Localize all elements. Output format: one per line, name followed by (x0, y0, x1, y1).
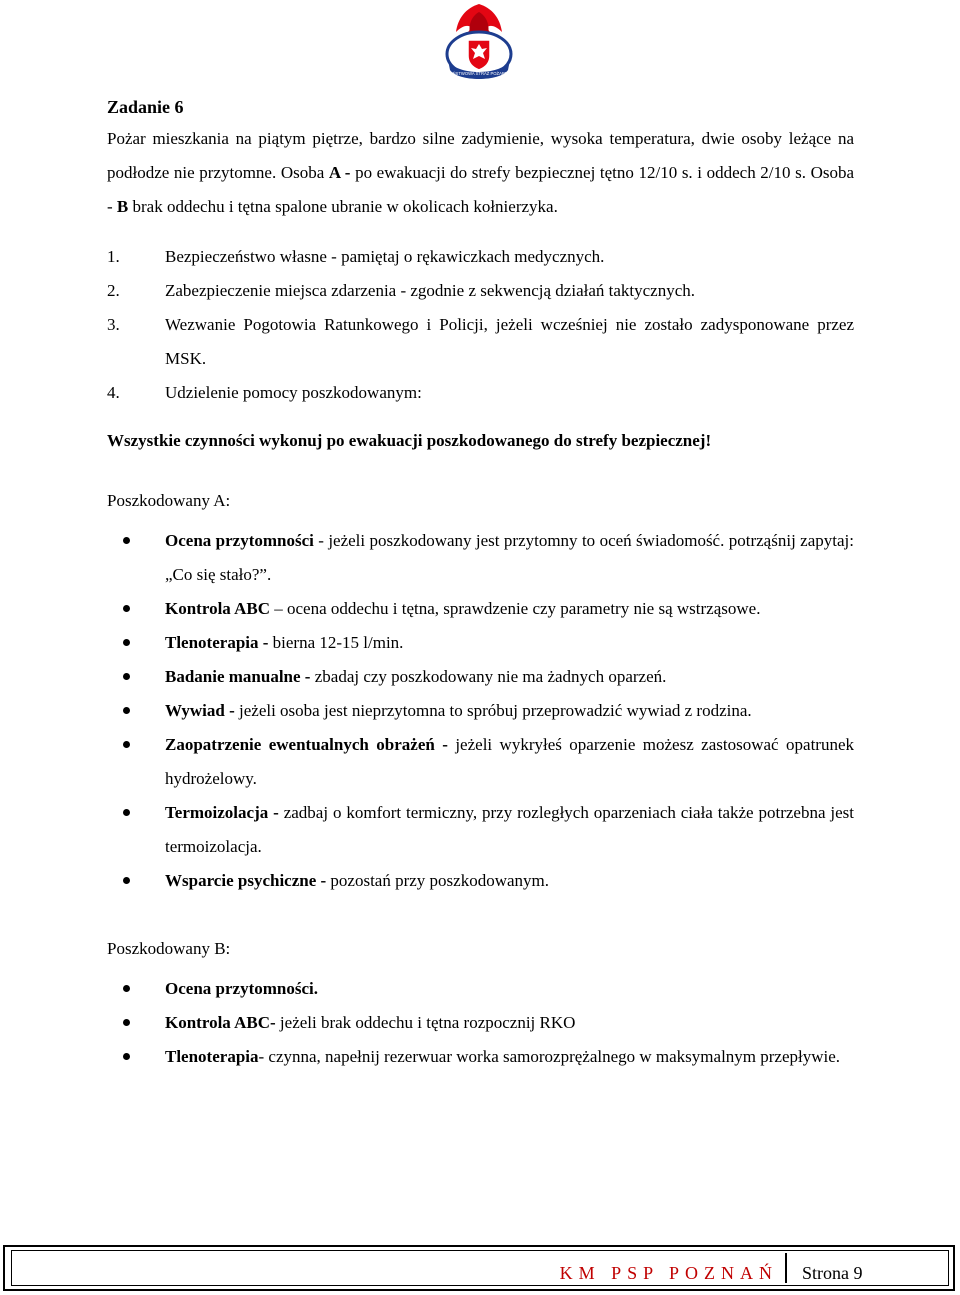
bullet-dot-icon (123, 707, 130, 714)
victim-a-heading: Poszkodowany A: (107, 491, 231, 510)
list-item (107, 728, 854, 796)
bullet-dot-icon (123, 809, 130, 816)
step-text: Zabezpieczenie miejsca zdarzenia - zgodnie z sekwencją działań taktycznych. (165, 281, 696, 300)
psp-logo (442, 2, 516, 86)
document-body (107, 92, 854, 1074)
item-label: Ocena przytomności. (165, 979, 318, 998)
item-label: Kontrola ABC (165, 599, 271, 618)
step-number: 3. (107, 315, 120, 334)
intro-run: A - (328, 163, 351, 182)
item-text: jeżeli wykryłeś oparzenie możesz zastosować opatrunek hydrożelowy. (165, 735, 854, 788)
step-number: 4. (107, 383, 120, 402)
bullet-dot-icon (123, 537, 130, 544)
item-label: Tlenoterapia - (165, 633, 269, 652)
item-label: Wsparcie psychiczne - (165, 871, 327, 890)
item-label: Kontrola ABC- (165, 1013, 276, 1032)
list-item (107, 592, 854, 626)
step-number: 2. (107, 281, 120, 300)
item-text: jeżeli brak oddechu i tętna rozpocznij RKO (275, 1013, 576, 1032)
item-label: Wywiad - (165, 701, 235, 720)
bullet-dot-icon (123, 639, 130, 646)
step-item (107, 376, 854, 410)
intro-run: B (116, 197, 129, 216)
item-text: zadbaj o komfort termiczny, przy rozległych oparzeniach ciała także potrzebna jest termoizolacja. (165, 803, 855, 856)
page-footer (3, 1245, 955, 1291)
intro-run: Pożar mieszkania na piątym piętrze, bardzo silne zadymienie, wysoka temperatura, dwie osoby leżące na podłodze nie przytomne. Osoba (107, 129, 854, 182)
task-intro (107, 122, 854, 224)
warning-text: Wszystkie czynności wykonuj po ewakuacji poszkodowanego do strefy bezpiecznej! (107, 431, 712, 450)
list-item (107, 796, 854, 864)
step-item (107, 308, 854, 376)
item-text: - czynna, napełnij rezerwuar worka samorozprężalnego w maksymalnym przepływie. (258, 1047, 841, 1066)
item-label: Badanie manualne - (165, 667, 311, 686)
list-item (107, 1040, 854, 1074)
bullet-dot-icon (123, 605, 130, 612)
victim-a-list (107, 524, 854, 898)
item-text: pozostań przy poszkodowanym. (326, 871, 550, 890)
step-text: Bezpieczeństwo własne - pamiętaj o rękawiczkach medycznych. (165, 247, 605, 266)
list-item (107, 972, 854, 1006)
task-title: Zadanie 6 (107, 97, 184, 117)
item-label: Tlenoterapia (165, 1047, 259, 1066)
intro-run: po ewakuacji do strefy bezpiecznej tętno 12/10 s. i oddech 2/10 s. Osoba - (107, 163, 855, 216)
page-number: Strona 9 (802, 1263, 863, 1283)
list-item (107, 1006, 854, 1040)
item-text: – ocena oddechu i tętna, sprawdzenie czy parametry nie są wstrząsowe. (270, 599, 761, 618)
item-text: - jeżeli poszkodowany jest przytomny to oceń świadomość. potrząśnij zapytaj: „Co się stało?”. (165, 531, 854, 584)
bullet-dot-icon (123, 1019, 130, 1026)
step-number: 1. (107, 247, 120, 266)
intro-run: brak oddechu i tętna spalone ubranie w okolicach kołnierzyka. (128, 197, 558, 216)
item-label: Termoizolacja - (165, 803, 279, 822)
footer-frame (11, 1250, 949, 1286)
bullet-dot-icon (123, 985, 130, 992)
list-item (107, 524, 854, 592)
item-label: Zaopatrzenie ewentualnych obrażeń - (165, 735, 448, 754)
footer-divider (785, 1253, 787, 1283)
bullet-dot-icon (123, 877, 130, 884)
step-text: Wezwanie Pogotowia Ratunkowego i Policji, jeżeli wcześniej nie zostało zadysponowane przez MSK. (165, 315, 854, 368)
bullet-dot-icon (123, 1053, 130, 1060)
psp-fire-emblem-icon (442, 2, 516, 86)
item-text: zbadaj czy poszkodowany nie ma żadnych oparzeń. (310, 667, 667, 686)
list-item (107, 694, 854, 728)
victim-b-list (107, 972, 854, 1074)
step-item (107, 274, 854, 308)
victim-b-heading: Poszkodowany B: (107, 939, 231, 958)
item-text: bierna 12-15 l/min. (268, 633, 404, 652)
footer-organization: KM PSP POZNAŃ (559, 1263, 778, 1283)
list-item (107, 660, 854, 694)
bullet-dot-icon (123, 673, 130, 680)
list-item (107, 626, 854, 660)
item-label: Ocena przytomności (165, 531, 314, 550)
bullet-dot-icon (123, 741, 130, 748)
step-text: Udzielenie pomocy poszkodowanym: (165, 383, 422, 402)
logo-text: PAŃSTWOWA STRAŻ POŻARNA (447, 71, 511, 76)
step-item (107, 240, 854, 274)
list-item (107, 864, 854, 898)
item-text: jeżeli osoba jest nieprzytomna to spróbuj przeprowadzić wywiad z rodzina. (234, 701, 752, 720)
procedure-steps (107, 240, 854, 410)
